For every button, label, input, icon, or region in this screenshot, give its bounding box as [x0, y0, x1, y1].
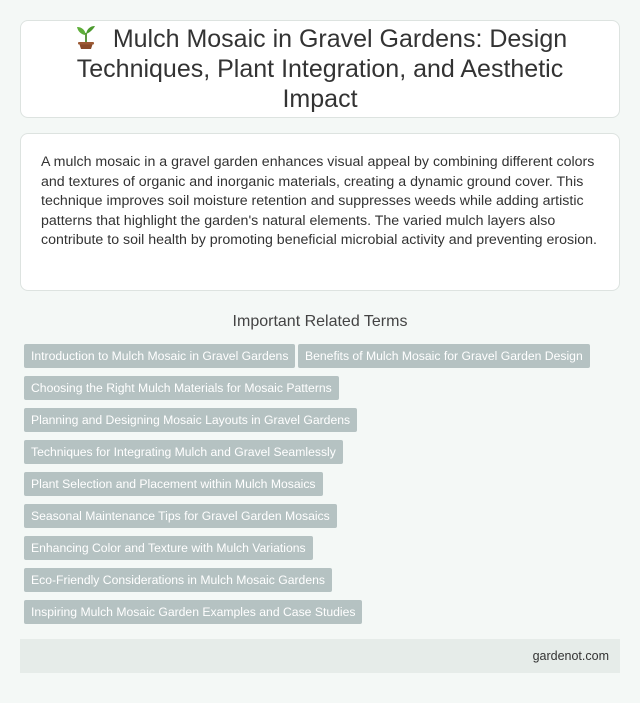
- summary-card: [20, 133, 620, 291]
- footer: [20, 639, 620, 673]
- related-tag[interactable]: Inspiring Mulch Mosaic Garden Examples and Case Studies: [24, 600, 362, 624]
- related-tag[interactable]: Planning and Designing Mosaic Layouts in Gravel Gardens: [24, 408, 357, 432]
- page-title-text: Mulch Mosaic in Gravel Gardens: Design Techniques, Plant Integration, and Aesthetic Impact: [76, 25, 568, 113]
- related-tag[interactable]: Benefits of Mulch Mosaic for Gravel Garden Design: [298, 344, 590, 368]
- related-tag[interactable]: Choosing the Right Mulch Materials for Mosaic Patterns: [24, 376, 339, 400]
- related-tag[interactable]: Seasonal Maintenance Tips for Gravel Garden Mosaics: [24, 504, 337, 528]
- title-card: [20, 20, 620, 118]
- page-title: [45, 24, 595, 114]
- related-tag[interactable]: Enhancing Color and Texture with Mulch Variations: [24, 536, 313, 560]
- related-tag[interactable]: Introduction to Mulch Mosaic in Gravel Gardens: [24, 344, 295, 368]
- summary-text: A mulch mosaic in a gravel garden enhances visual appeal by combining different colors and textures of organic and inorganic materials, creating a dynamic ground cover. This technique improves soil moisture retention and suppresses weeds while adding artistic patterns that highlight the garden's natural elements. The varied mulch layers also contribute to soil health by promoting beneficial microbial activity and preventing erosion.: [41, 154, 597, 249]
- related-tag[interactable]: Eco-Friendly Considerations in Mulch Mosaic Gardens: [24, 568, 332, 592]
- seedling-icon: [73, 24, 99, 50]
- related-tag[interactable]: Plant Selection and Placement within Mulch Mosaics: [24, 472, 323, 496]
- related-tag[interactable]: Techniques for Integrating Mulch and Gravel Seamlessly: [24, 440, 343, 464]
- footer-site-link[interactable]: gardenot.com: [532, 649, 609, 663]
- related-terms-heading: Important Related Terms: [232, 313, 408, 330]
